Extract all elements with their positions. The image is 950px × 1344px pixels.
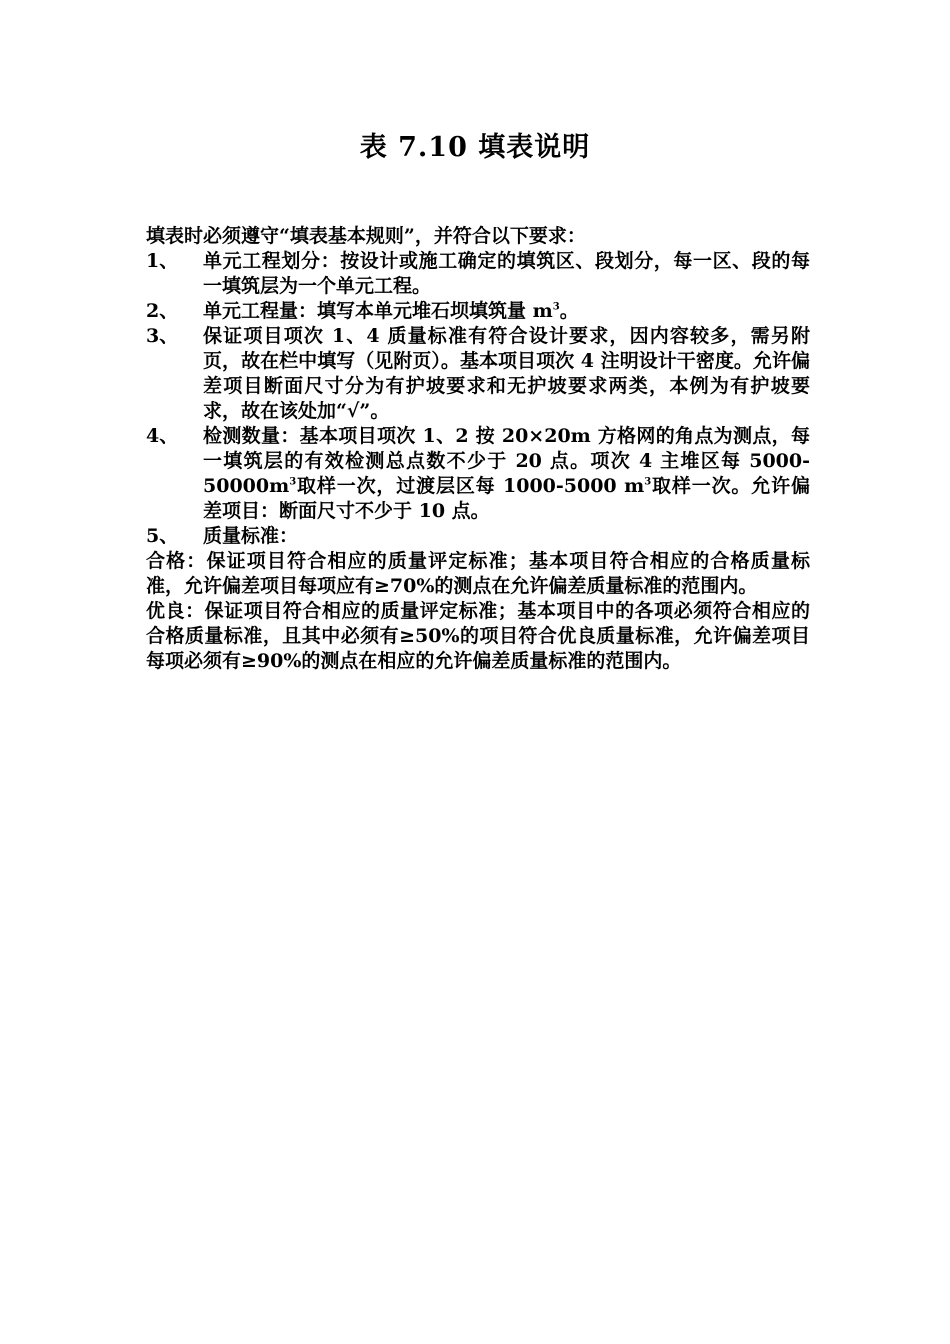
list-item-3 — [146, 324, 810, 424]
list-item-1 — [146, 249, 810, 299]
list-item-4 — [146, 424, 810, 524]
pass-standard-paragraph: 合格：保证项目符合相应的质量评定标准；基本项目符合相应的合格质量标准，允许偏差项目每项应有≥70%的测点在允许偏差质量标准的范围内。 — [146, 550, 810, 597]
item-number: 2、 — [146, 300, 179, 322]
item-text: 检测数量：基本项目项次 1、2 按 20×20m 方格网的角点为测点，每一填筑层的有效检测总点数不少于 20 点。项次 4 主堆区每 $5000-50000m^3$取样一次，过渡层区每 1000-5000 $m^3$取样一次。允许偏差项目：断面尺寸不少于 10 点。 — [203, 425, 810, 522]
excellent-standard-paragraph: 优良：保证项目符合相应的质量评定标准；基本项目中的各项必须符合相应的合格质量标准，且其中必须有≥50%的项目符合优良质量标准，允许偏差项目每项必须有≥90%的测点在相应的允许偏差质量标准的范围内。 — [146, 600, 810, 672]
page-title: 表 7.10 填表说明 — [359, 132, 591, 163]
intro-paragraph: 填表时必须遵守“填表基本规则”，并符合以下要求： — [146, 225, 586, 247]
item-number: 5、 — [146, 525, 179, 547]
item-text: 保证项目项次 1、4 质量标准有符合设计要求，因内容较多，需另附页，故在栏中填写（见附页）。基本项目项次 4 注明设计干密度。允许偏差项目断面尺寸分为有护坡要求和无护坡要求两类，本例为有护坡要求，故在该处加“√”。 — [203, 325, 810, 422]
list-item-5 — [146, 524, 810, 549]
item-number: 3、 — [146, 325, 179, 347]
item-number: 4、 — [146, 425, 179, 447]
instructions-body — [146, 224, 810, 674]
item-text: 单元工程量：填写本单元堆石坝填筑量 $m^3$。 — [203, 300, 579, 322]
item-number: 1、 — [146, 250, 179, 272]
item-text: 质量标准： — [203, 525, 299, 547]
list-item-2 — [146, 299, 810, 324]
item-text: 单元工程划分：按设计或施工确定的填筑区、段划分，每一区、段的每一填筑层为一个单元工程。 — [203, 250, 810, 297]
